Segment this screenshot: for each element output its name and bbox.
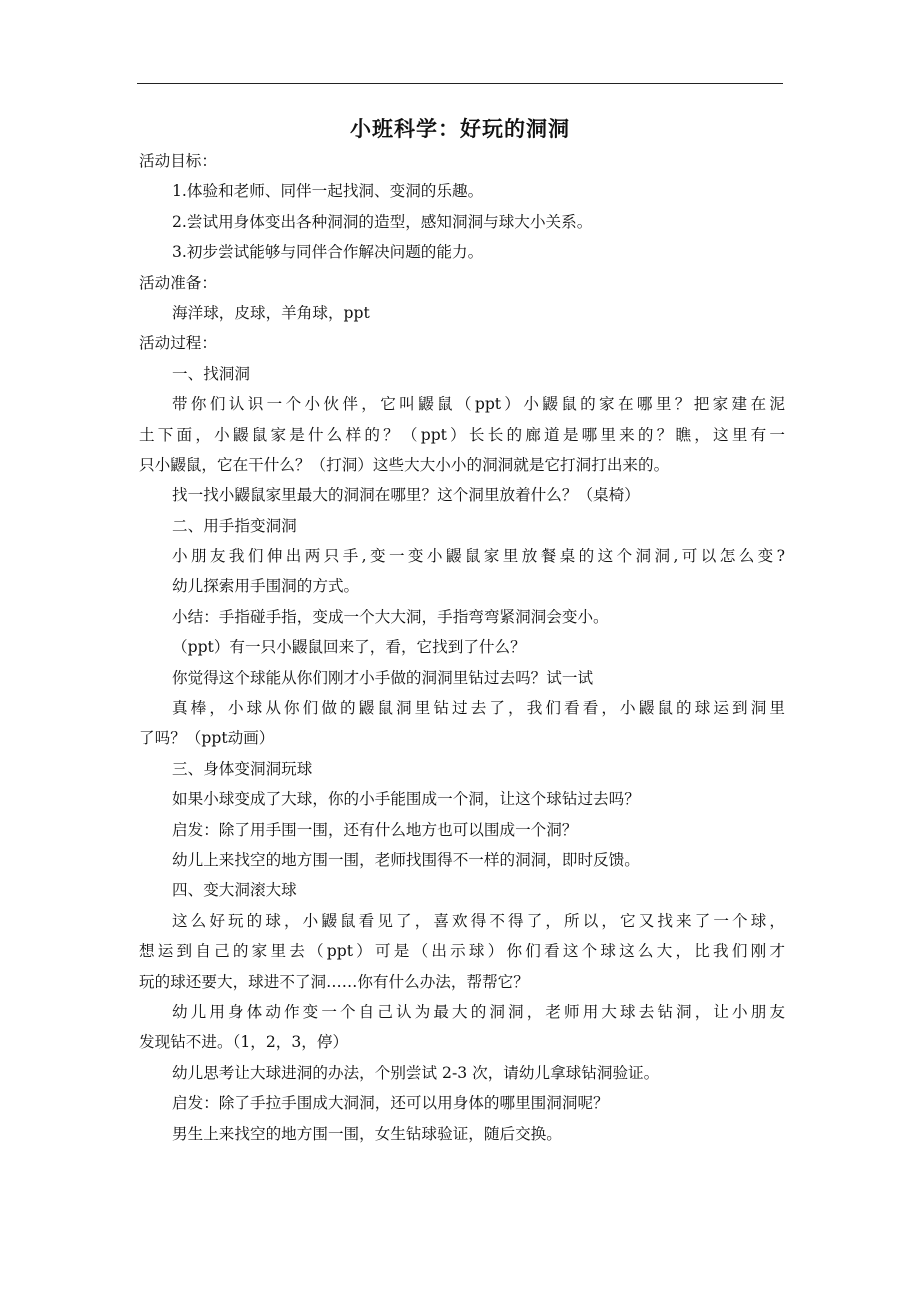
- document-body: [139, 146, 785, 1149]
- text-line: 真棒，小球从你们做的鼹鼠洞里钻过去了，我们看看，小鼹鼠的球运到洞里: [172, 699, 785, 718]
- header-rule: [137, 83, 783, 84]
- text-line: 幼儿上来找空的地方围一围，老师找围得不一样的洞洞，即时反馈。: [172, 850, 640, 869]
- text-line: 只小鼹鼠，它在干什么？（打洞）这些大大小小的洞洞就是它打洞打出来的。: [139, 455, 670, 474]
- text-line: 幼儿用身体动作变一个自己认为最大的洞洞，老师用大球去钻洞，让小朋友: [172, 1002, 785, 1021]
- text-line: 活动准备：: [139, 273, 217, 292]
- document-title: 小班科学：好玩的洞洞: [350, 117, 570, 141]
- text-line: 启发：除了手拉手围成大洞洞，还可以用身体的哪里围洞洞呢？: [172, 1094, 609, 1113]
- text-line: 1.体验和老师、同伴一起找洞、变洞的乐趣。: [172, 182, 484, 201]
- text-line: 如果小球变成了大球，你的小手能围成一个洞，让这个球钻过去吗？: [172, 790, 640, 809]
- text-line: 海洋球，皮球，羊角球，ppt: [172, 303, 370, 322]
- text-line: 想运到自己的家里去（ppt）可是（出示球）你们看这个球这么大，比我们刚才: [139, 942, 785, 961]
- text-line: 活动过程：: [139, 334, 217, 353]
- text-line: 幼儿思考让大球进洞的办法，个别尝试 2-3 次，请幼儿拿球钻洞验证。: [172, 1063, 660, 1082]
- text-line: （ppt）有一只小鼹鼠回来了，看，它找到了什么？: [172, 638, 526, 657]
- text-line: 找一找小鼹鼠家里最大的洞洞在哪里？这个洞里放着什么？（桌椅）: [172, 486, 640, 505]
- text-line: 了吗？（ppt动画）: [139, 729, 275, 748]
- text-line: 小朋友我们伸出两只手,变一变小鼹鼠家里放餐桌的这个洞洞,可以怎么变?: [172, 547, 785, 566]
- text-line: 二、用手指变洞洞: [172, 516, 297, 535]
- text-line: 发现钻不进。（1，2，3，停）: [139, 1033, 349, 1052]
- text-line: 土下面，小鼹鼠家是什么样的？（ppt）长长的廊道是哪里来的？瞧，这里有一: [139, 425, 785, 444]
- text-line: 幼儿探索用手围洞的方式。: [172, 577, 360, 596]
- text-line: 这么好玩的球，小鼹鼠看见了，喜欢得不得了，所以，它又找来了一个球，: [172, 911, 785, 930]
- text-line: 玩的球还要大，球进不了洞……你有什么办法，帮帮它？: [139, 972, 529, 991]
- text-line: 活动目标：: [139, 152, 217, 170]
- text-line: 三、身体变洞洞玩球: [172, 759, 313, 778]
- text-line: 你觉得这个球能从你们刚才小手做的洞洞里钻过去吗？试一试: [172, 668, 594, 687]
- text-line: 3.初步尝试能够与同伴合作解决问题的能力。: [172, 243, 484, 262]
- text-line: 四、变大洞滚大球: [172, 881, 297, 900]
- text-line: 带你们认识一个小伙伴，它叫鼹鼠（ppt）小鼹鼠的家在哪里？把家建在泥: [172, 395, 785, 414]
- text-line: 男生上来找空的地方围一围，女生钻球验证，随后交换。: [172, 1124, 562, 1143]
- text-line: 启发：除了用手围一围，还有什么地方也可以围成一个洞？: [172, 820, 578, 839]
- text-line: 2.尝试用身体变出各种洞洞的造型，感知洞洞与球大小关系。: [172, 212, 593, 231]
- text-line: 小结：手指碰手指，变成一个大大洞，手指弯弯紧洞洞会变小。: [172, 607, 609, 626]
- text-line: 一、找洞洞: [172, 364, 250, 383]
